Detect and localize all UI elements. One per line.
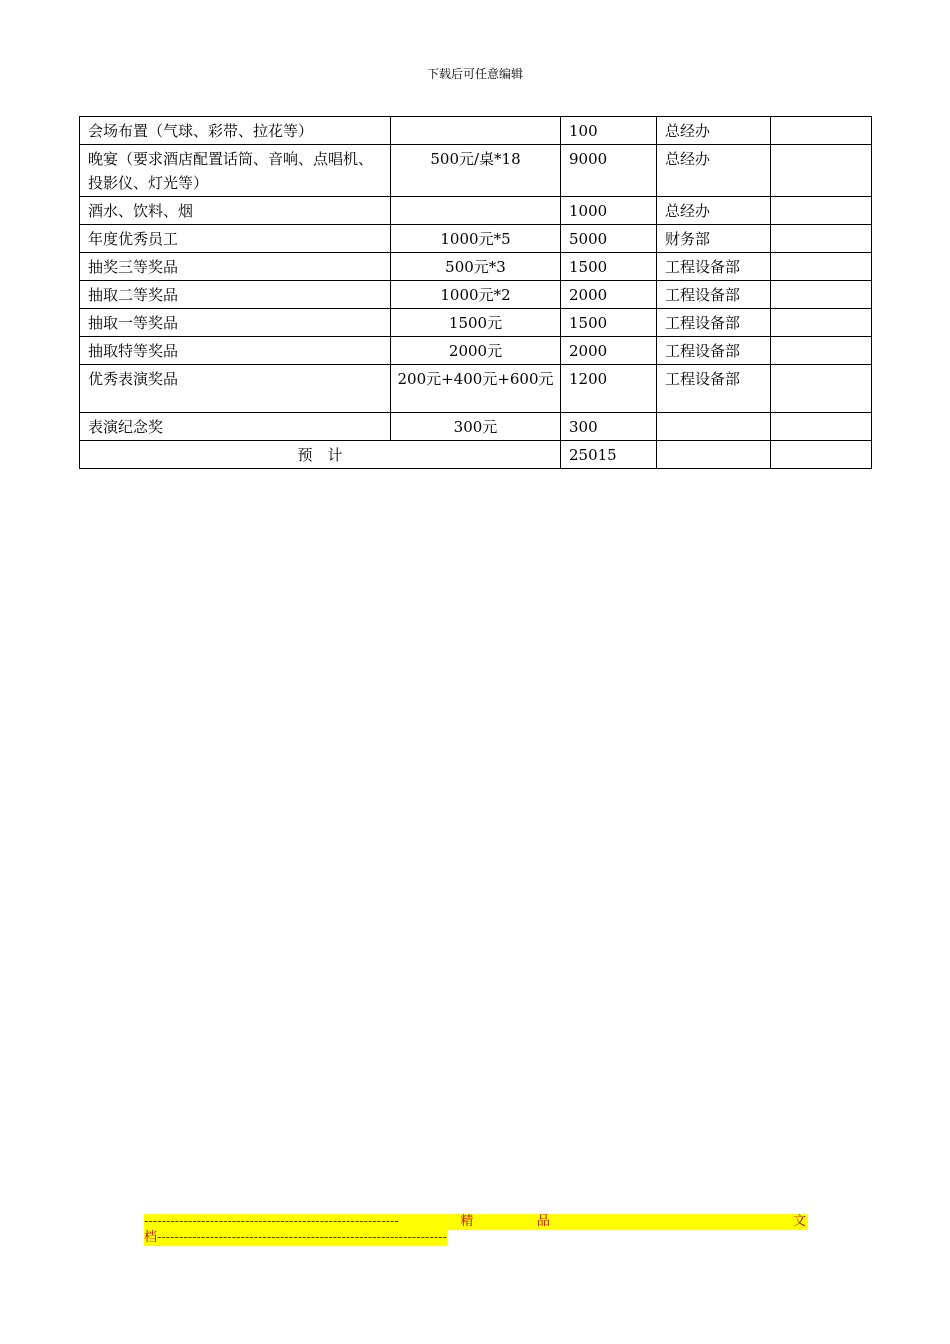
footer-line-2 bbox=[144, 1230, 447, 1246]
cell-note bbox=[771, 197, 872, 225]
cell-price: 2000元 bbox=[391, 337, 561, 365]
table-row bbox=[80, 413, 872, 441]
total-label: 预 计 bbox=[80, 441, 561, 469]
cell-dept: 工程设备部 bbox=[657, 281, 771, 309]
cell-amount: 9000 bbox=[561, 145, 657, 197]
cell-note bbox=[771, 413, 872, 441]
cell-dept: 工程设备部 bbox=[657, 337, 771, 365]
cell-note bbox=[771, 117, 872, 145]
table-total-row bbox=[80, 441, 872, 469]
footer-dashes: ---------------------------------------------------------- bbox=[144, 1214, 399, 1229]
footer-dashes: ------------------------------------------------------------------ bbox=[157, 1230, 447, 1245]
footer-line-1 bbox=[144, 1214, 808, 1230]
table-row bbox=[80, 309, 872, 337]
footer-word: 文 bbox=[792, 1214, 806, 1229]
cell-amount: 1000 bbox=[561, 197, 657, 225]
cell-price: 300元 bbox=[391, 413, 561, 441]
footer-watermark-banner bbox=[144, 1214, 808, 1251]
cell-amount: 1500 bbox=[561, 253, 657, 281]
cell-price: 500元*3 bbox=[391, 253, 561, 281]
table-row bbox=[80, 253, 872, 281]
cell-item: 抽取特等奖品 bbox=[80, 337, 391, 365]
cell-item: 抽取一等奖品 bbox=[80, 309, 391, 337]
cell-amount: 300 bbox=[561, 413, 657, 441]
cell-amount: 5000 bbox=[561, 225, 657, 253]
footer-spacer bbox=[611, 1214, 731, 1230]
cell-price bbox=[391, 197, 561, 225]
cell-amount: 1200 bbox=[561, 365, 657, 413]
cell-price: 1000元*5 bbox=[391, 225, 561, 253]
cell-item: 抽取二等奖品 bbox=[80, 281, 391, 309]
cell-amount: 2000 bbox=[561, 281, 657, 309]
cell-item: 抽奖三等奖品 bbox=[80, 253, 391, 281]
cell-price: 500元/桌*18 bbox=[391, 145, 561, 197]
cell-dept: 财务部 bbox=[657, 225, 771, 253]
cell-note bbox=[771, 225, 872, 253]
cell-dept bbox=[657, 441, 771, 469]
cell-dept bbox=[657, 413, 771, 441]
footer-word: 档 bbox=[144, 1230, 158, 1245]
cell-amount: 100 bbox=[561, 117, 657, 145]
cell-note bbox=[771, 337, 872, 365]
cell-note bbox=[771, 441, 872, 469]
cell-note bbox=[771, 253, 872, 281]
cell-item: 晚宴（要求酒店配置话筒、音响、点唱机、投影仪、灯光等） bbox=[80, 145, 391, 197]
cell-dept: 总经办 bbox=[657, 145, 771, 197]
cell-price bbox=[391, 117, 561, 145]
cell-dept: 工程设备部 bbox=[657, 253, 771, 281]
cell-item: 年度优秀员工 bbox=[80, 225, 391, 253]
cell-price: 200元+400元+600元 bbox=[391, 365, 561, 413]
total-amount: 25015 bbox=[561, 441, 657, 469]
cell-dept: 总经办 bbox=[657, 197, 771, 225]
cell-amount: 1500 bbox=[561, 309, 657, 337]
table-row bbox=[80, 197, 872, 225]
cell-dept: 总经办 bbox=[657, 117, 771, 145]
table-row bbox=[80, 225, 872, 253]
cell-note bbox=[771, 309, 872, 337]
cell-dept: 工程设备部 bbox=[657, 309, 771, 337]
table-row bbox=[80, 281, 872, 309]
cell-amount: 2000 bbox=[561, 337, 657, 365]
cell-price: 1500元 bbox=[391, 309, 561, 337]
table-row bbox=[80, 337, 872, 365]
cell-price: 1000元*2 bbox=[391, 281, 561, 309]
footer-word: 品 bbox=[536, 1214, 550, 1229]
page-header: 下载后可任意编辑 bbox=[426, 67, 523, 81]
cell-dept: 工程设备部 bbox=[657, 365, 771, 413]
cell-note bbox=[771, 365, 872, 413]
table-row bbox=[80, 145, 872, 197]
budget-table bbox=[79, 116, 872, 469]
footer-word: 精 bbox=[460, 1214, 474, 1229]
table-row bbox=[80, 117, 872, 145]
cell-note bbox=[771, 145, 872, 197]
table-row bbox=[80, 365, 872, 413]
cell-item: 酒水、饮料、烟 bbox=[80, 197, 391, 225]
cell-note bbox=[771, 281, 872, 309]
cell-item: 优秀表演奖品 bbox=[80, 365, 391, 413]
cell-item: 会场布置（气球、彩带、拉花等） bbox=[80, 117, 391, 145]
cell-item: 表演纪念奖 bbox=[80, 413, 391, 441]
